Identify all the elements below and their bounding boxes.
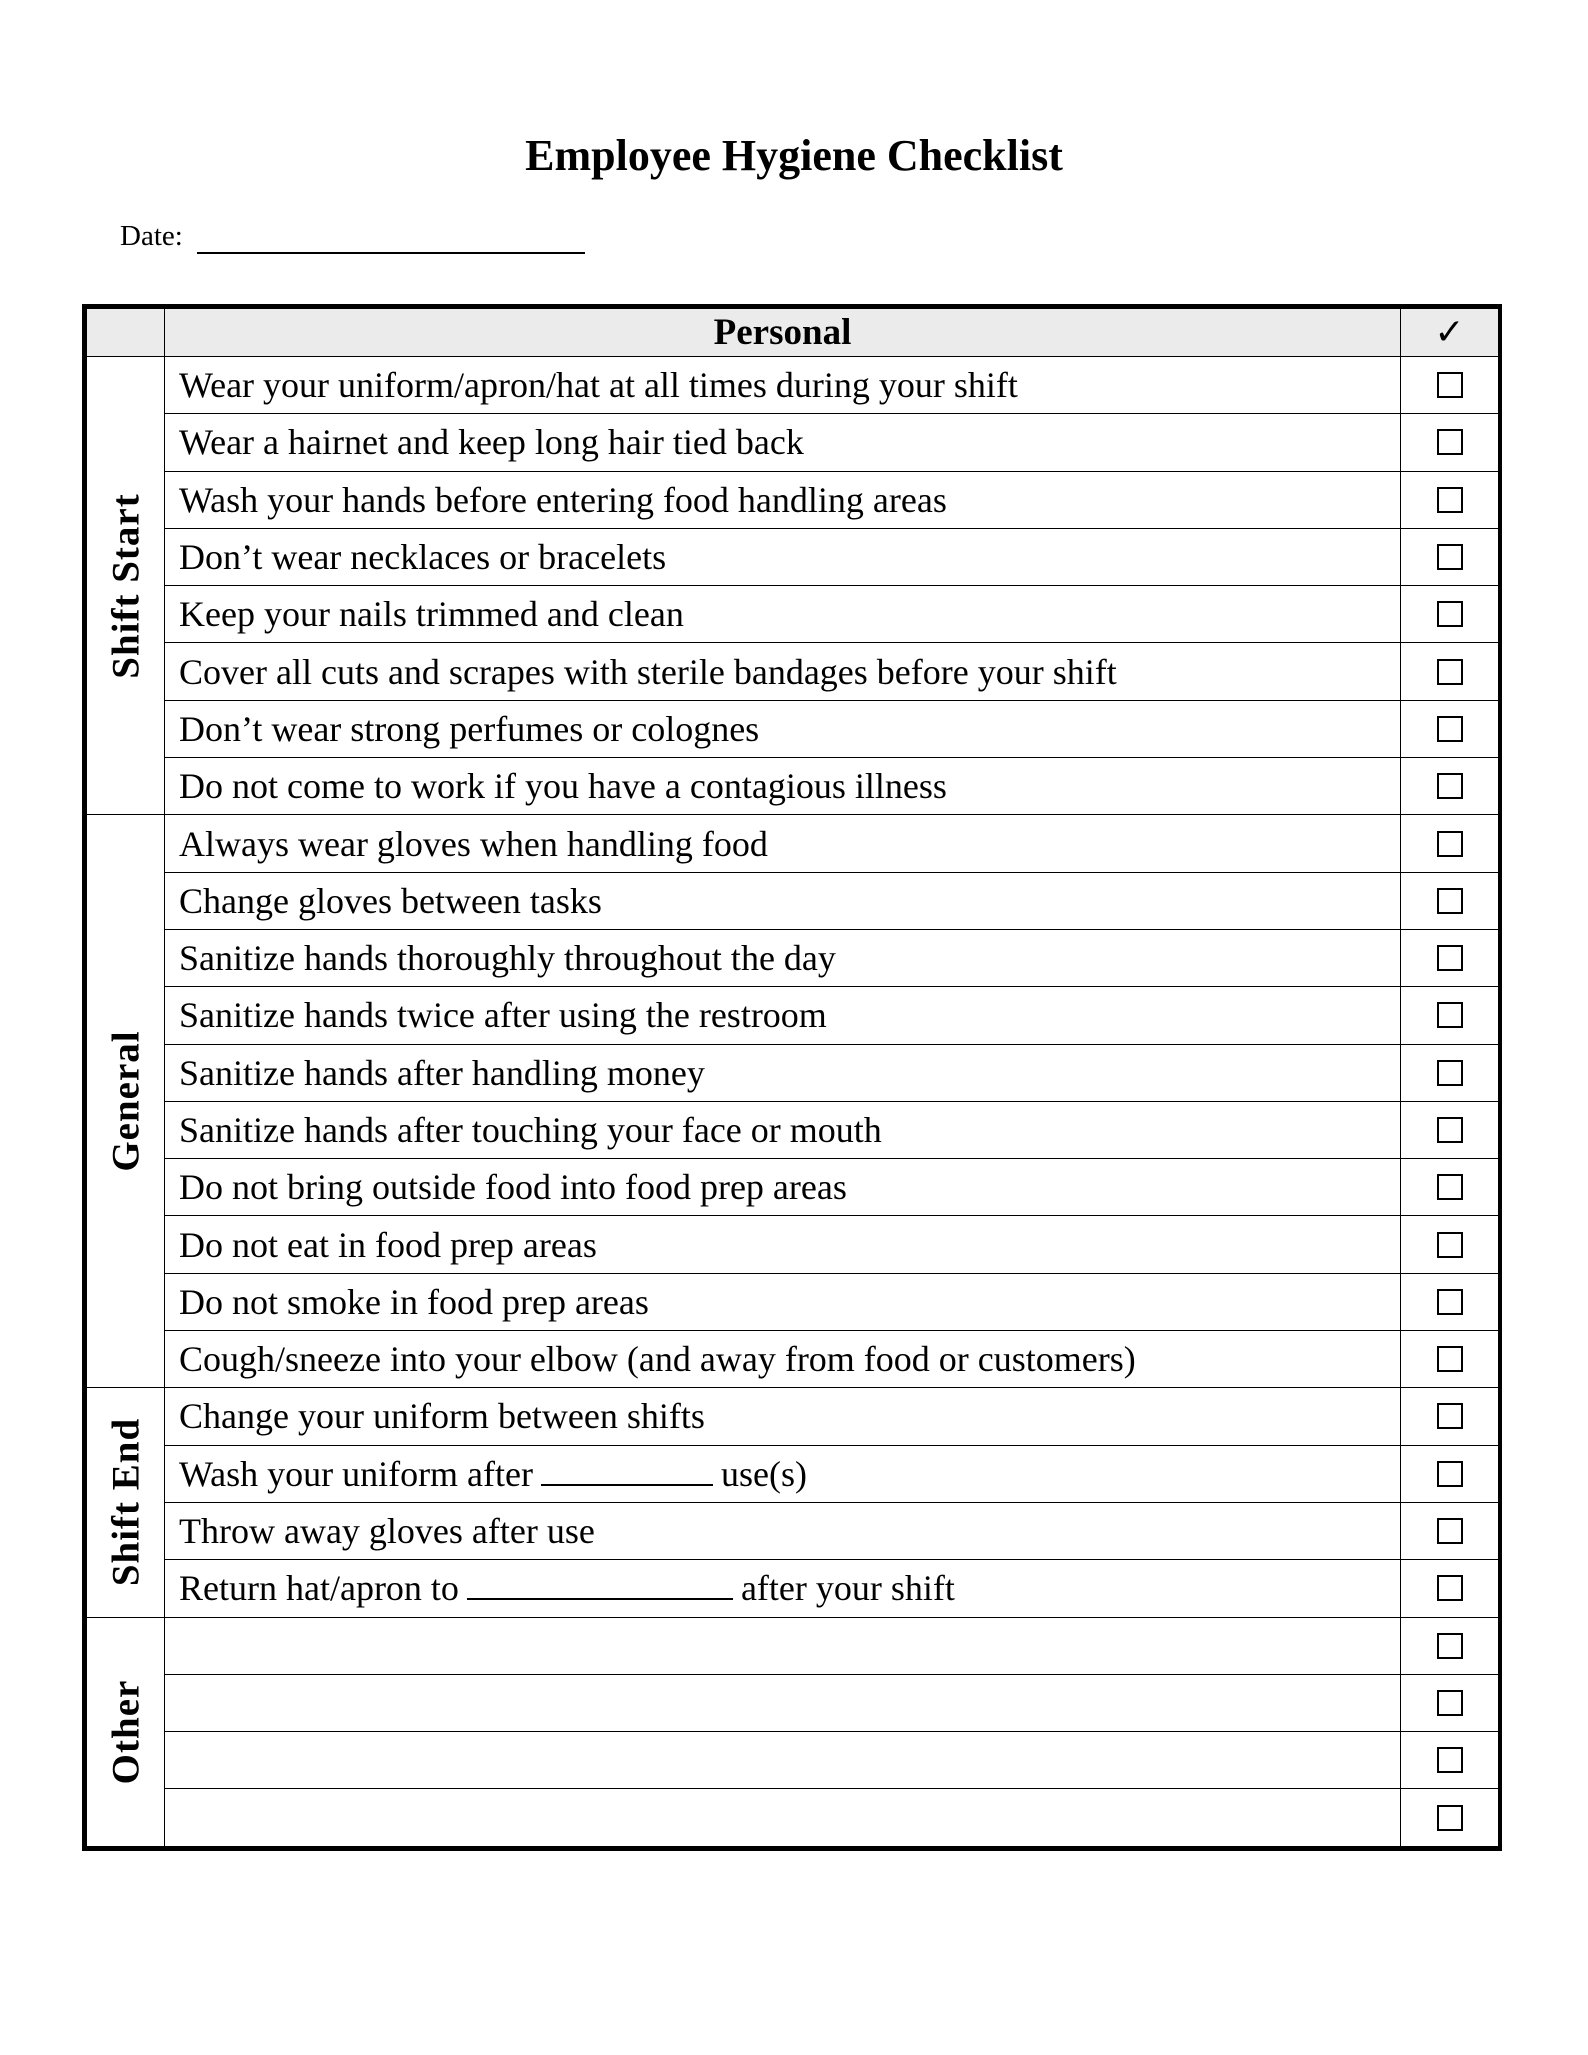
- check-cell: [1401, 1789, 1499, 1846]
- check-cell: [1401, 1159, 1499, 1216]
- checkbox[interactable]: [1437, 1346, 1463, 1372]
- check-cell: [1401, 1445, 1499, 1502]
- category-cell-general: [87, 815, 165, 1388]
- check-cell: [1401, 1388, 1499, 1445]
- checklist-item-text: Change gloves between tasks: [165, 872, 1401, 929]
- check-cell: [1401, 1560, 1499, 1617]
- check-cell: [1401, 1331, 1499, 1388]
- checkbox[interactable]: [1437, 1403, 1463, 1429]
- table-row: [87, 987, 1499, 1044]
- category-cell-shift-end: [87, 1388, 165, 1617]
- checkbox[interactable]: [1437, 1690, 1463, 1716]
- table-row: [87, 414, 1499, 471]
- table-row: [87, 357, 1499, 414]
- table-row: [87, 1273, 1499, 1330]
- check-cell: [1401, 929, 1499, 986]
- table-row: [87, 758, 1499, 815]
- check-cell: [1401, 586, 1499, 643]
- check-cell: [1401, 1674, 1499, 1731]
- check-cell: [1401, 1101, 1499, 1158]
- checkbox[interactable]: [1437, 429, 1463, 455]
- table-row: [87, 1159, 1499, 1216]
- table-row: [87, 1732, 1499, 1789]
- fill-in-blank[interactable]: [541, 1454, 713, 1486]
- check-cell: [1401, 1502, 1499, 1559]
- category-cell-shift-start: [87, 357, 165, 815]
- checklist-item-text: Do not bring outside food into food prep areas: [165, 1159, 1401, 1216]
- table-row: [87, 1044, 1499, 1101]
- table-row: [87, 1502, 1499, 1559]
- table-row: [87, 700, 1499, 757]
- check-cell: [1401, 1732, 1499, 1789]
- checklist-item-text: Sanitize hands after touching your face or mouth: [165, 1101, 1401, 1158]
- check-cell: [1401, 872, 1499, 929]
- date-field[interactable]: [197, 222, 585, 254]
- check-cell: [1401, 643, 1499, 700]
- checklist-item-text: [165, 1789, 1401, 1846]
- checkbox[interactable]: [1437, 773, 1463, 799]
- checklist-item-text: Do not eat in food prep areas: [165, 1216, 1401, 1273]
- table-row: [87, 471, 1499, 528]
- check-cell: [1401, 815, 1499, 872]
- checkbox[interactable]: [1437, 1060, 1463, 1086]
- fill-in-blank[interactable]: [467, 1568, 733, 1600]
- checklist-item-text: Cough/sneeze into your elbow (and away from food or customers): [165, 1331, 1401, 1388]
- table-row: [87, 929, 1499, 986]
- checkbox[interactable]: [1437, 1747, 1463, 1773]
- table-row: [87, 1674, 1499, 1731]
- category-label: Other: [104, 1679, 147, 1784]
- category-cell-other: [87, 1617, 165, 1846]
- header-blank-cell: [87, 309, 165, 357]
- category-label: Shift Start: [104, 492, 147, 679]
- checklist-table: [82, 304, 1502, 1851]
- checkbox[interactable]: [1437, 1002, 1463, 1028]
- category-label: General: [104, 1030, 147, 1173]
- checkbox[interactable]: [1437, 372, 1463, 398]
- checkbox[interactable]: [1437, 1232, 1463, 1258]
- table-row: [87, 1388, 1499, 1445]
- checkbox[interactable]: [1437, 487, 1463, 513]
- check-cell: [1401, 471, 1499, 528]
- checklist-item-text: Do not come to work if you have a contagious illness: [165, 758, 1401, 815]
- checklist-item-text: Wash your hands before entering food handling areas: [165, 471, 1401, 528]
- table-row: [87, 643, 1499, 700]
- check-cell: [1401, 1044, 1499, 1101]
- checkbox[interactable]: [1437, 831, 1463, 857]
- check-cell: [1401, 1617, 1499, 1674]
- table-row: [87, 1101, 1499, 1158]
- checklist-item-text: Cover all cuts and scrapes with sterile bandages before your shift: [165, 643, 1401, 700]
- checkbox[interactable]: [1437, 1575, 1463, 1601]
- checklist-item-text: Change your uniform between shifts: [165, 1388, 1401, 1445]
- checkmark-icon: ✓: [1434, 312, 1465, 353]
- table-row: [87, 586, 1499, 643]
- item-text-before-blank: Wash your uniform after: [179, 1453, 533, 1494]
- checklist-item-text: Don’t wear necklaces or bracelets: [165, 528, 1401, 585]
- checkbox[interactable]: [1437, 544, 1463, 570]
- checklist-item-text: Keep your nails trimmed and clean: [165, 586, 1401, 643]
- check-cell: [1401, 1273, 1499, 1330]
- checklist-item-text: Sanitize hands twice after using the restroom: [165, 987, 1401, 1044]
- check-cell: [1401, 528, 1499, 585]
- checklist-item-text: Sanitize hands after handling money: [165, 1044, 1401, 1101]
- checklist-item-text: Wear a hairnet and keep long hair tied back: [165, 414, 1401, 471]
- checkbox[interactable]: [1437, 1174, 1463, 1200]
- date-label: Date:: [120, 220, 183, 252]
- table-row: [87, 528, 1499, 585]
- checkbox[interactable]: [1437, 1117, 1463, 1143]
- check-cell: [1401, 758, 1499, 815]
- item-text-before-blank: Return hat/apron to: [179, 1568, 459, 1609]
- table-row: [87, 815, 1499, 872]
- checklist-item-text: Don’t wear strong perfumes or colognes: [165, 700, 1401, 757]
- section-title: Personal: [165, 309, 1401, 357]
- checkbox[interactable]: [1437, 601, 1463, 627]
- checkbox[interactable]: [1437, 1633, 1463, 1659]
- table-row: [87, 1560, 1499, 1617]
- table-row: [87, 1617, 1499, 1674]
- category-label: Shift End: [104, 1418, 147, 1587]
- checklist-item-text: [165, 1560, 1401, 1617]
- checklist-item-text: [165, 1445, 1401, 1502]
- checklist-item-text: [165, 1732, 1401, 1789]
- check-cell: [1401, 1216, 1499, 1273]
- checkbox[interactable]: [1437, 1461, 1463, 1487]
- table-row: [87, 1331, 1499, 1388]
- table-header-row: [87, 309, 1499, 357]
- table-row: [87, 1216, 1499, 1273]
- item-text-after-blank: use(s): [721, 1453, 807, 1494]
- checklist-item-text: Do not smoke in food prep areas: [165, 1273, 1401, 1330]
- document-title: Employee Hygiene Checklist: [525, 131, 1063, 180]
- check-cell: [1401, 700, 1499, 757]
- check-cell: [1401, 357, 1499, 414]
- checkbox[interactable]: [1437, 945, 1463, 971]
- checkbox[interactable]: [1437, 716, 1463, 742]
- checkbox[interactable]: [1437, 1805, 1463, 1831]
- item-text-after-blank: after your shift: [740, 1568, 955, 1609]
- checklist-item-text: Wear your uniform/apron/hat at all times during your shift: [165, 357, 1401, 414]
- table-row: [87, 872, 1499, 929]
- check-cell: [1401, 987, 1499, 1044]
- table-row: [87, 1789, 1499, 1846]
- checklist-item-text: [165, 1674, 1401, 1731]
- checkbox[interactable]: [1437, 659, 1463, 685]
- table-row: [87, 1445, 1499, 1502]
- checklist-item-text: Throw away gloves after use: [165, 1502, 1401, 1559]
- check-column-header: [1401, 309, 1499, 357]
- checkbox[interactable]: [1437, 1289, 1463, 1315]
- checklist-item-text: Always wear gloves when handling food: [165, 815, 1401, 872]
- date-line: [120, 218, 585, 254]
- checkbox[interactable]: [1437, 888, 1463, 914]
- checkbox[interactable]: [1437, 1518, 1463, 1544]
- checklist-item-text: [165, 1617, 1401, 1674]
- checklist-item-text: Sanitize hands thoroughly throughout the day: [165, 929, 1401, 986]
- check-cell: [1401, 414, 1499, 471]
